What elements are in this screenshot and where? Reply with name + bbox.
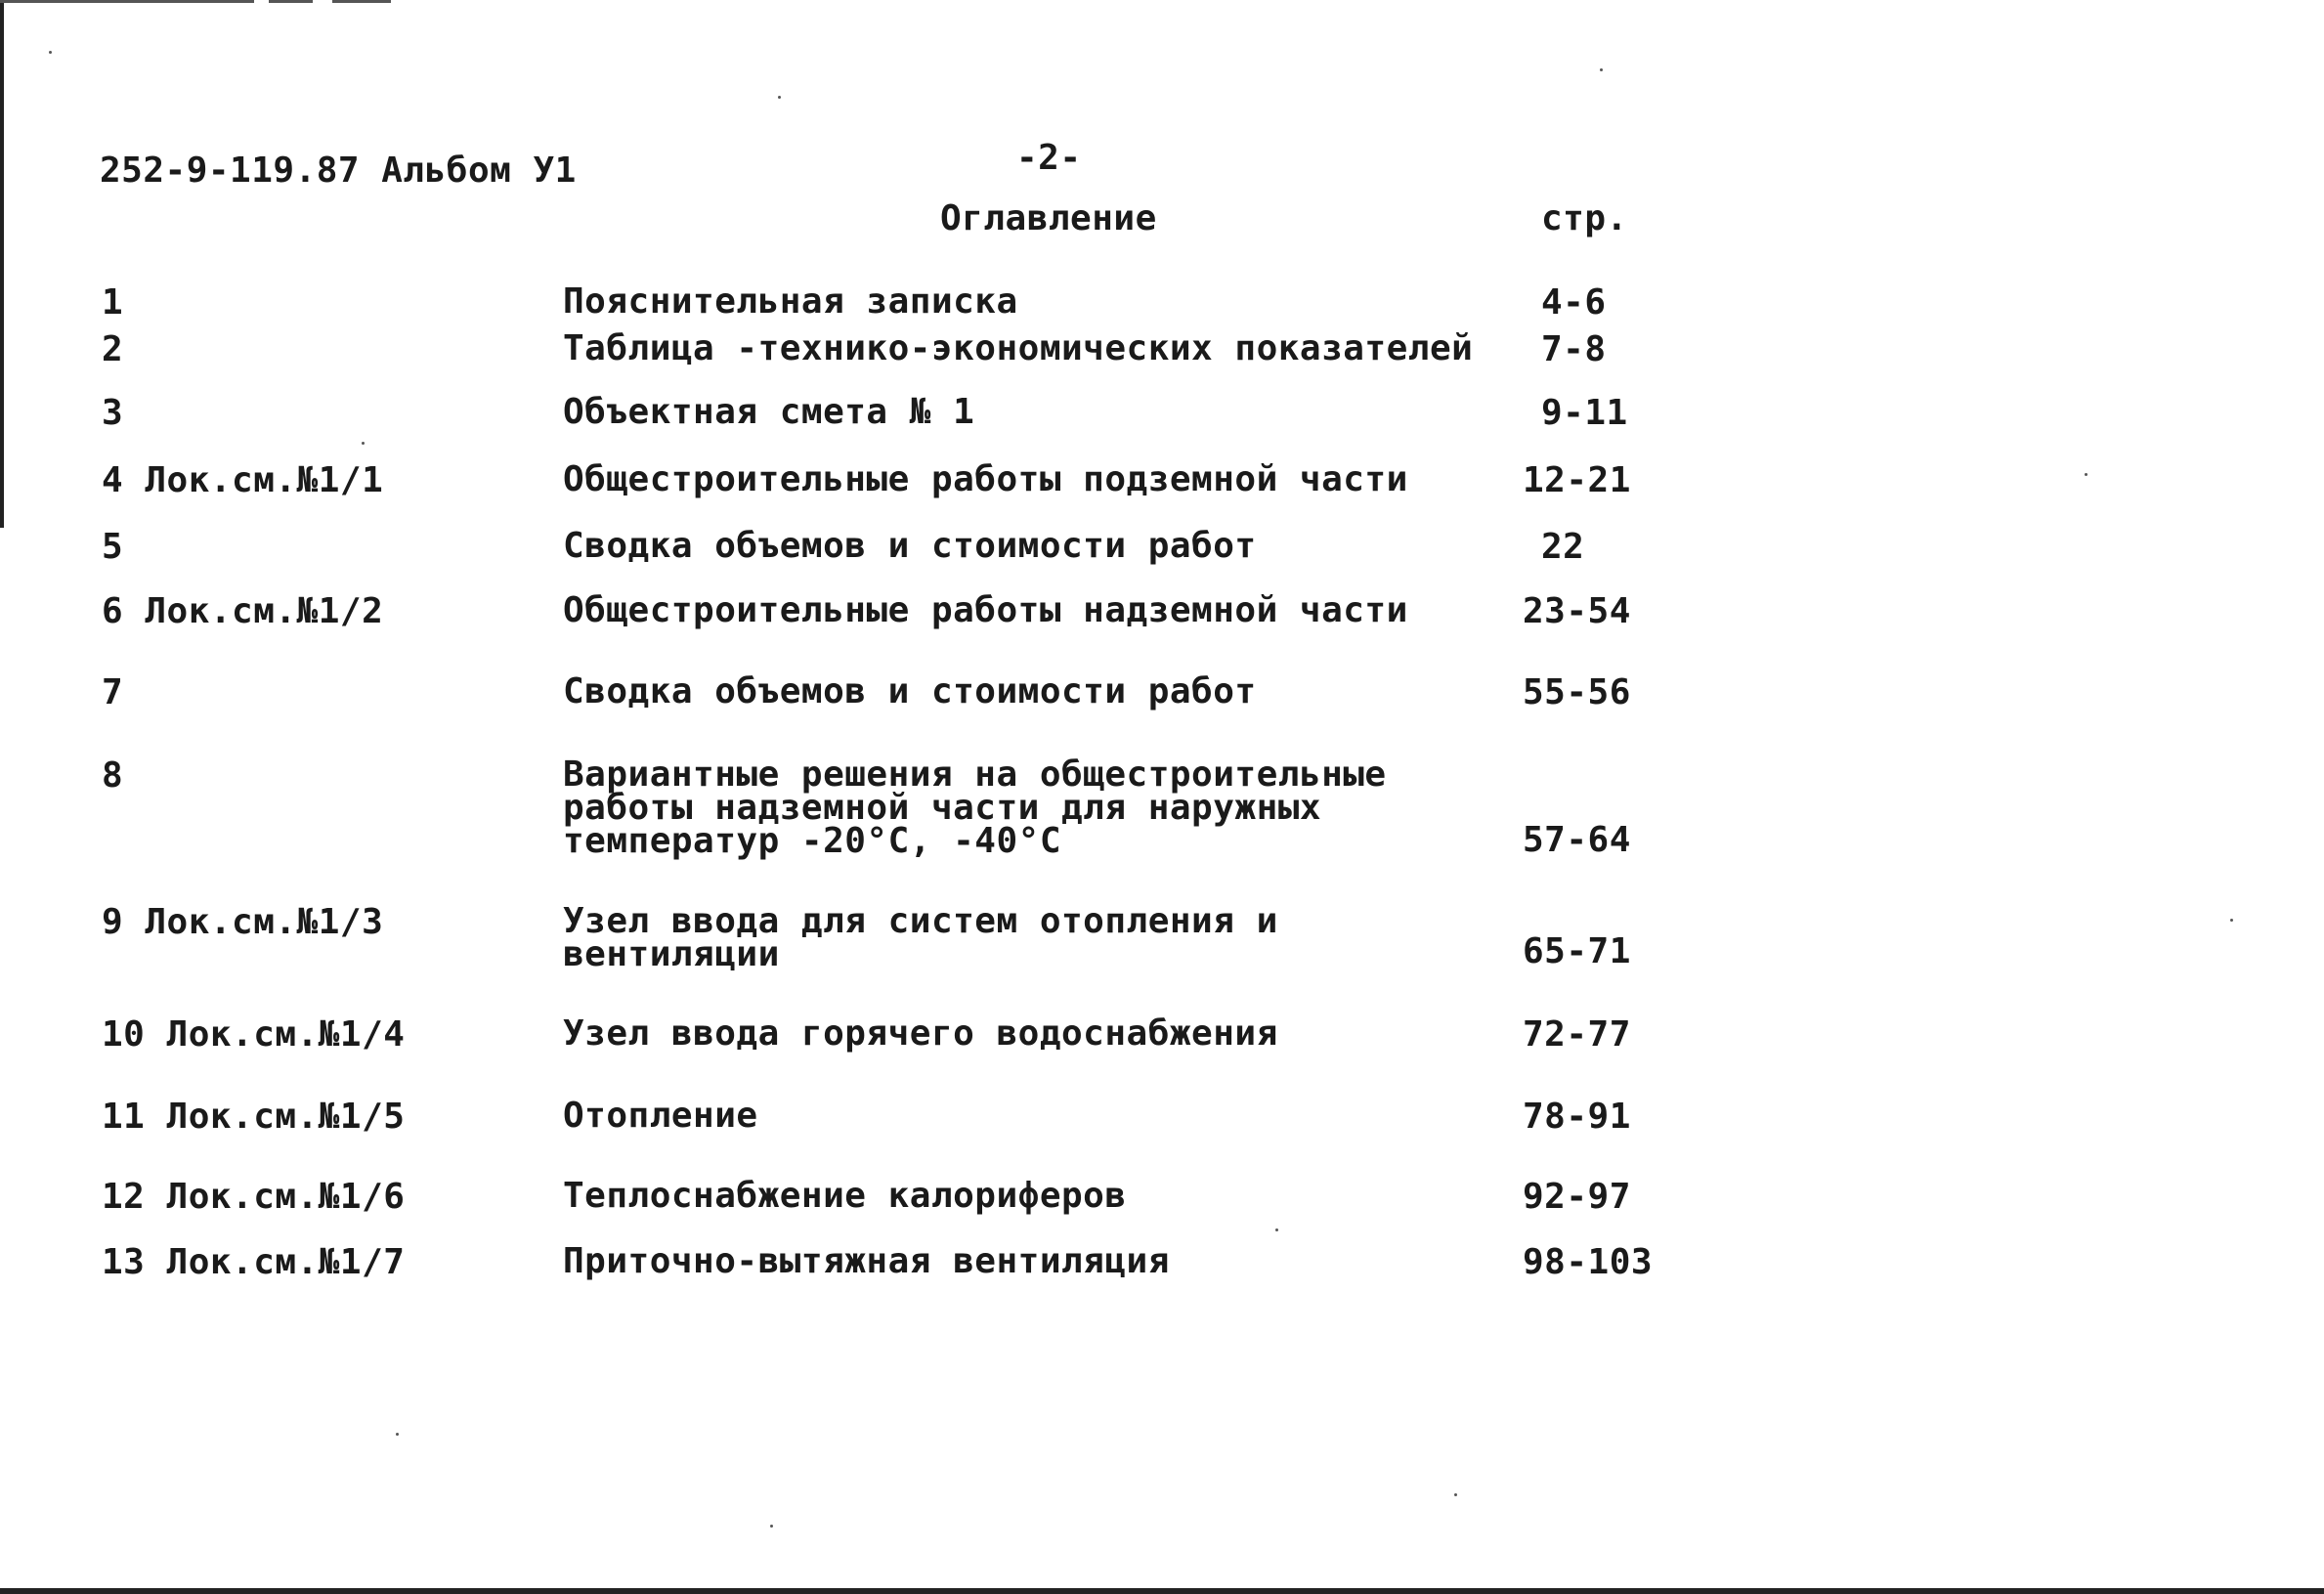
entry-description: Сводка объемов и стоимости работ [563,671,1257,711]
entry-description: Теплоснабжение калориферов [563,1176,1127,1216]
entry-description: Общестроительные работы надземной части [563,590,1408,630]
entry-number: 9 Лок.см.№1/3 [102,902,384,942]
entry-pages: 23-54 [1523,591,1631,631]
entry-pages: 57-64 [1523,820,1631,860]
scan-speck [396,1433,399,1436]
scan-top-mark [269,0,313,3]
pages-column-label: стр. [1541,198,1628,238]
entry-number: 7 [102,672,124,712]
entry-pages: 78-91 [1523,1097,1631,1137]
scan-speck [770,1525,773,1528]
document-code: 252-9-119.87 Альбом У1 [100,151,577,191]
entry-number: 2 [102,329,124,369]
scan-speck [778,96,781,99]
scan-speck [2230,919,2233,922]
entry-pages: 98-103 [1523,1242,1654,1282]
entry-pages: 7-8 [1541,329,1607,369]
entry-number: 3 [102,393,124,433]
entry-pages: 55-56 [1523,672,1631,712]
scan-top-mark [0,0,254,3]
entry-pages: 9-11 [1541,393,1628,433]
page-number: -2- [1016,138,1082,178]
entry-number: 5 [102,527,124,567]
scan-speck [49,51,52,54]
entry-description: Вариантные решения на общестроительные работы надземной части для наружных температур -20°С, -40°С [563,754,1387,861]
entry-description: Приточно-вытяжная вентиляция [563,1241,1170,1281]
scan-speck [362,442,365,445]
scan-left-border [0,0,4,528]
entry-number: 8 [102,755,124,796]
toc-title: Оглавление [940,198,1157,238]
entry-description: Узел ввода горячего водоснабжения [563,1013,1278,1054]
entry-number: 10 Лок.см.№1/4 [102,1014,406,1055]
entry-pages: 92-97 [1523,1177,1631,1217]
entry-description: Узел ввода для систем отопления и вентиляции [563,901,1278,974]
entry-number: 12 Лок.см.№1/6 [102,1177,406,1217]
scan-speck [1600,68,1603,71]
entry-description: Таблица -технико-экономических показателей [563,328,1474,368]
entry-pages: 22 [1541,527,1585,567]
entry-pages: 65-71 [1523,931,1631,971]
scan-speck [1275,1228,1278,1231]
entry-number: 11 Лок.см.№1/5 [102,1097,406,1137]
entry-number: 1 [102,282,124,323]
entry-description: Объектная смета № 1 [563,392,975,432]
entry-number: 6 Лок.см.№1/2 [102,591,384,631]
entry-description: Сводка объемов и стоимости работ [563,526,1257,566]
entry-pages: 4-6 [1541,282,1607,323]
entry-description: Отопление [563,1096,758,1136]
entry-number: 4 Лок.см.№1/1 [102,460,384,500]
entry-number: 13 Лок.см.№1/7 [102,1242,406,1282]
scan-bottom-border [0,1588,2324,1594]
scan-speck [2085,473,2087,476]
scan-speck [1454,1493,1457,1496]
entry-description: Пояснительная записка [563,281,1018,322]
entry-description: Общестроительные работы подземной части [563,459,1408,499]
scan-top-mark [332,0,391,3]
entry-pages: 72-77 [1523,1014,1631,1055]
entry-pages: 12-21 [1523,460,1631,500]
